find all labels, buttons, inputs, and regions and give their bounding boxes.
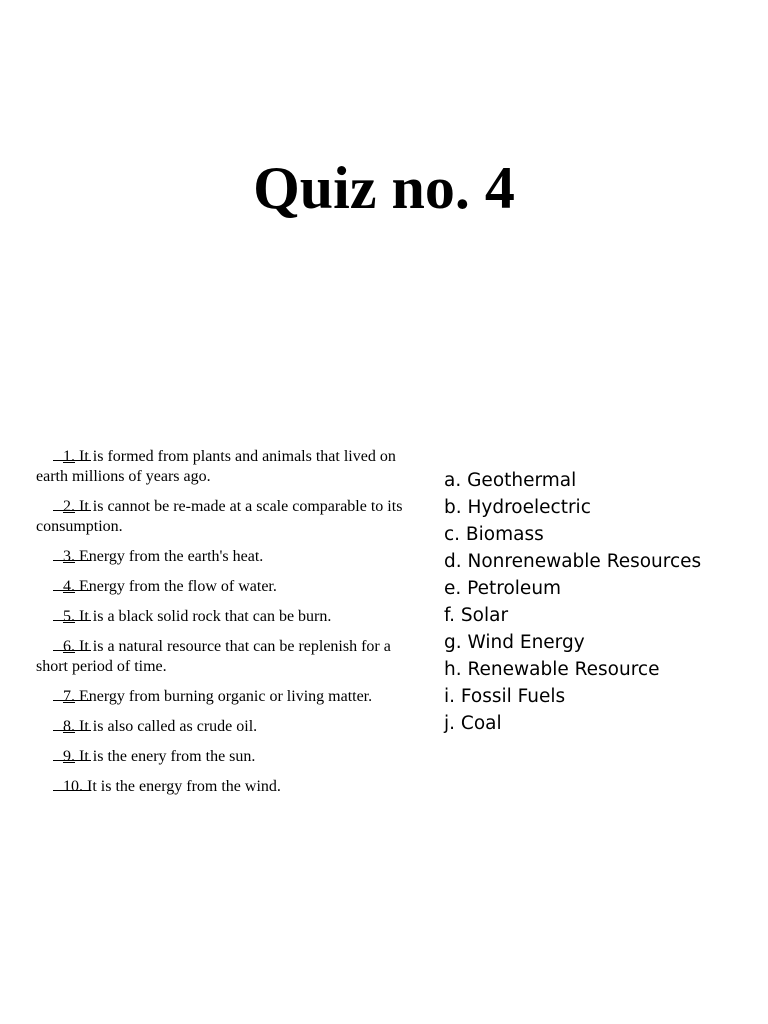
choice-item: h. Renewable Resource: [444, 659, 660, 680]
question-number: 6.: [63, 638, 75, 655]
question-item: [36, 776, 426, 797]
question-text: Energy from burning organic or living matter.: [75, 688, 373, 705]
question-text: It is the energy from the wind.: [83, 778, 281, 795]
question-number: 2.: [63, 498, 75, 515]
question-number: 5.: [63, 608, 75, 625]
question-item: [36, 606, 426, 627]
choice-item: g. Wind Energy: [444, 632, 585, 653]
question-text: It is also called as crude oil.: [75, 718, 258, 735]
question-number: 1.: [63, 448, 75, 465]
choice-item: f. Solar: [444, 605, 509, 626]
question-text: It is cannot be re-made at a scale comparable to its consumption.: [36, 498, 403, 535]
question-item: [36, 716, 426, 737]
quiz-title: Quiz no. 4: [253, 155, 515, 221]
question-item: [36, 686, 426, 707]
question-text: It is a black solid rock that can be burn.: [75, 608, 332, 625]
choice-item: d. Nonrenewable Resources: [444, 551, 702, 572]
question-number: 8.: [63, 718, 75, 735]
question-number: 10.: [63, 778, 83, 795]
choices-list: [444, 467, 764, 737]
question-text: It is a natural resource that can be replenish for a short period of time.: [36, 638, 391, 675]
question-number: 9.: [63, 748, 75, 765]
question-number: 4.: [63, 578, 75, 595]
question-text: It is the enery from the sun.: [75, 748, 256, 765]
question-item: [36, 496, 426, 537]
choice-item: b. Hydroelectric: [444, 497, 591, 518]
question-text: Energy from the earth's heat.: [75, 548, 264, 565]
question-number: 3.: [63, 548, 75, 565]
question-item: [36, 576, 426, 597]
question-item: [36, 446, 426, 487]
question-item: [36, 546, 426, 567]
question-list: [36, 446, 426, 806]
question-number: 7.: [63, 688, 75, 705]
question-text: Energy from the flow of water.: [75, 578, 277, 595]
choice-item: c. Biomass: [444, 524, 544, 545]
choice-item: a. Geothermal: [444, 470, 577, 491]
question-item: [36, 636, 426, 677]
question-item: [36, 746, 426, 767]
choice-item: e. Petroleum: [444, 578, 562, 599]
choice-item: j. Coal: [444, 713, 502, 734]
question-text: It is formed from plants and animals that lived on earth millions of years ago.: [36, 448, 396, 485]
choice-item: i. Fossil Fuels: [444, 686, 566, 707]
